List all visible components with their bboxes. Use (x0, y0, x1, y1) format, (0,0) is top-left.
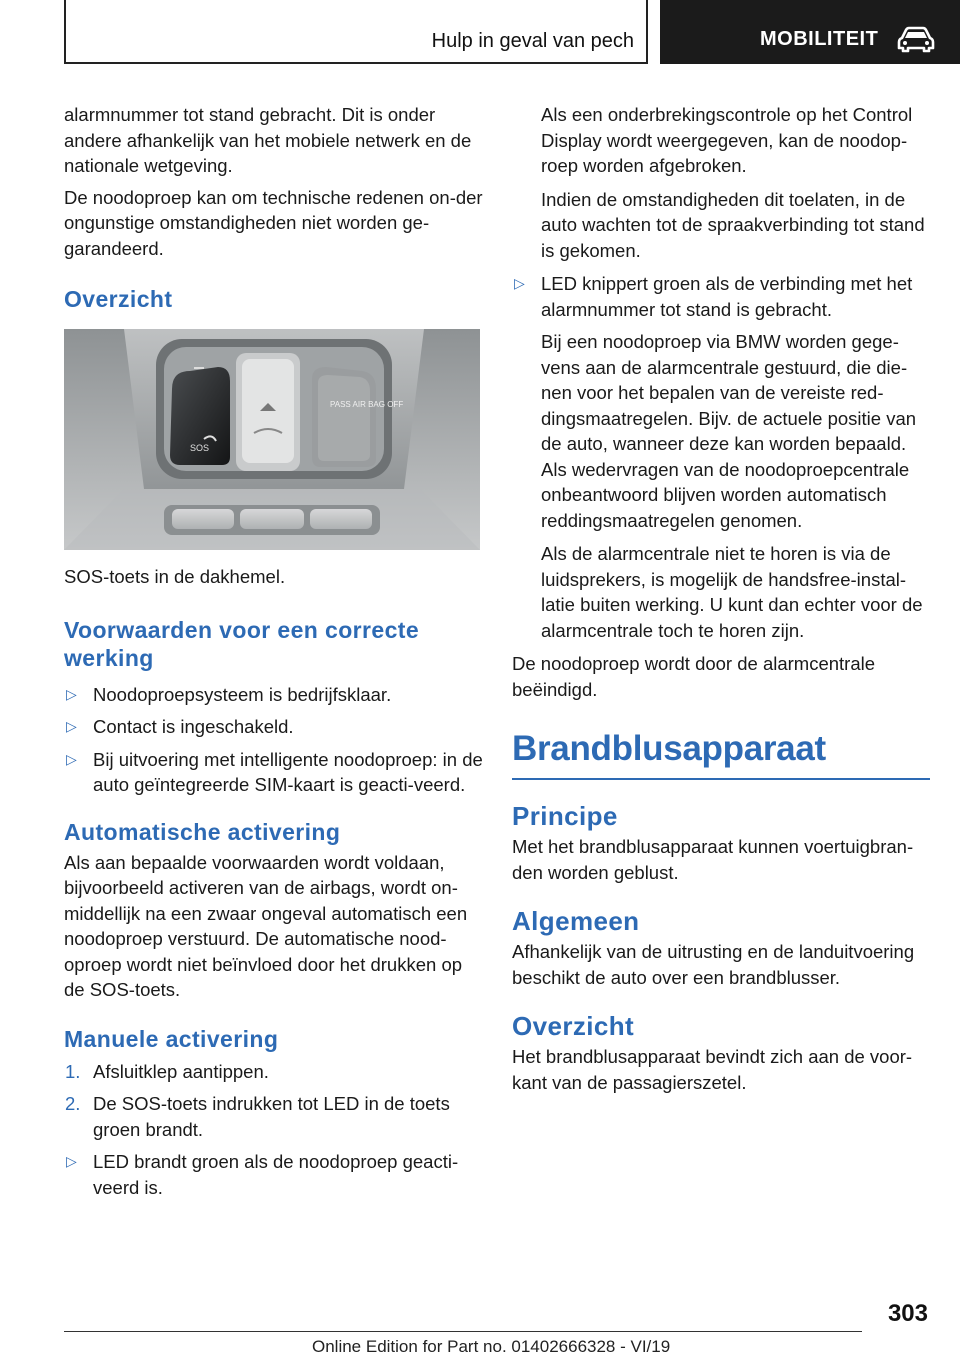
footer-rule (64, 1331, 862, 1332)
list-item: ▷ LED brandt groen als de noodoproep geacti-veerd is. (66, 1151, 459, 1198)
page-number: 303 (887, 1300, 928, 1327)
right-column (512, 102, 930, 1101)
car-icon (896, 24, 936, 54)
list-item: ▷ Contact is ingeschakeld. (64, 714, 484, 740)
list-item: ▷ LED knippert groen als de verbinding met het alarmnummer tot stand is gebracht. (514, 273, 913, 320)
triangle-bullet-icon: ▷ (514, 275, 525, 291)
photo-caption: SOS-toets in de dakhemel. (64, 566, 286, 587)
bmw-data-paragraph: Bij een noodoproep via BMW worden gege-vens aan de alarmcentrale gestuurd, die die-nen voor het bepalen van de vereiste red-dingsmaatregelen. Bijv. de actuele positie van de auto, wanneer deze kan worden bepaald. Als wedervragen van de noodoproepcentrale onbeantwoord blijven worden automatisch reddingsmaatregelen genomen. (541, 331, 917, 531)
led-blink-list (512, 271, 930, 322)
left-column (64, 102, 484, 1207)
list-item: 2. De SOS-toets indrukken tot LED in de toets groen brandt. (65, 1093, 450, 1140)
chapter-title: Hulp in geval van pech (431, 30, 634, 52)
triangle-bullet-icon: ▷ (66, 750, 77, 767)
edition-footer: Online Edition for Part no. 01402666328 - VI/19 (312, 1337, 671, 1356)
automatic-activation-text: Als aan bepaalde voorwaarden wordt voldaan, bijvoorbeeld activeren van de airbags, wordt on-middellijk na een zwaar ongeval automatisch een noodoproep verstuurd. De automatische nood-oproep wordt niet beïnvloed door het drukken op de SOS-toets. (64, 851, 468, 1000)
heading-manueel: Manuele activering (64, 1025, 279, 1052)
end-call-paragraph: De noodoproep wordt door de alarmcentrale beëindigd. (512, 653, 876, 700)
principle-text: Met het brandblusapparaat kunnen voertuigbran-den worden geblust. (512, 836, 914, 883)
wait-paragraph: Indien de omstandigheden dit toelaten, in de auto wachten tot de spraakverbinding tot stand is gekomen. (541, 188, 925, 261)
led-list (64, 1149, 484, 1200)
triangle-bullet-icon: ▷ (66, 718, 77, 734)
extinguisher-location-text: Het brandblusapparaat bevindt zich aan de voor-kant van de passagierszetel. (512, 1046, 913, 1093)
sos-button-label: SOS (190, 443, 210, 453)
triangle-bullet-icon: ▷ (66, 1153, 77, 1169)
interrupt-paragraph: Als een onderbrekingscontrole op het Control Display wordt weergegeven, kan de noodop-roep worden afgebroken. (541, 104, 913, 176)
heading-voorwaarden: Voorwaarden voor een correcte werking (64, 616, 420, 671)
heading-overzicht-brand: Overzicht (512, 1011, 635, 1041)
heading-principe: Principe (512, 801, 618, 831)
list-item: ▷ Noodoproepsysteem is bedrijfsklaar. (64, 682, 484, 708)
sos-button-photo (64, 329, 480, 550)
heading-brandblusapparaat: Brandblusapparaat (512, 729, 826, 768)
general-text: Afhankelijk van de uitrusting en de landuitvoering beschikt de auto over een brandblusser. (512, 941, 915, 988)
airbag-off-label: PASS AIR BAG OFF (330, 400, 404, 409)
speaker-paragraph: Als de alarmcentrale niet te horen is via de luidsprekers, is mogelijk de handsfree-instal-latie buiten werking. U kunt dan echter voor de alarmcentrale toch te horen zijn. (541, 543, 923, 641)
heading-automatisch: Automatische activering (64, 818, 341, 845)
header-chapter-box (64, 0, 648, 64)
heading-overzicht: Overzicht (64, 286, 173, 312)
heading-algemeen: Algemeen (512, 906, 640, 936)
conditions-list (64, 682, 484, 798)
header-section-tab (660, 0, 960, 64)
list-item: 1. Afsluitklep aantippen. (65, 1060, 269, 1082)
heading-rule (512, 778, 930, 780)
list-item: ▷ Bij uitvoering met intelligente noodoproep: in de auto geïntegreerde SIM-kaart is geacti-veerd. (66, 748, 483, 795)
manual-steps-list (64, 1059, 484, 1143)
technical-note: De noodoproep kan om technische redenen on-der ongunstige omstandigheden niet worden ge-garandeerd. (64, 186, 483, 259)
section-label: MOBILITEIT (760, 28, 879, 50)
intro-paragraph: alarmnummer tot stand gebracht. Dit is onder andere afhankelijk van het mobiele netwerk en de nationale wetgeving. (64, 104, 472, 176)
triangle-bullet-icon: ▷ (66, 685, 77, 702)
